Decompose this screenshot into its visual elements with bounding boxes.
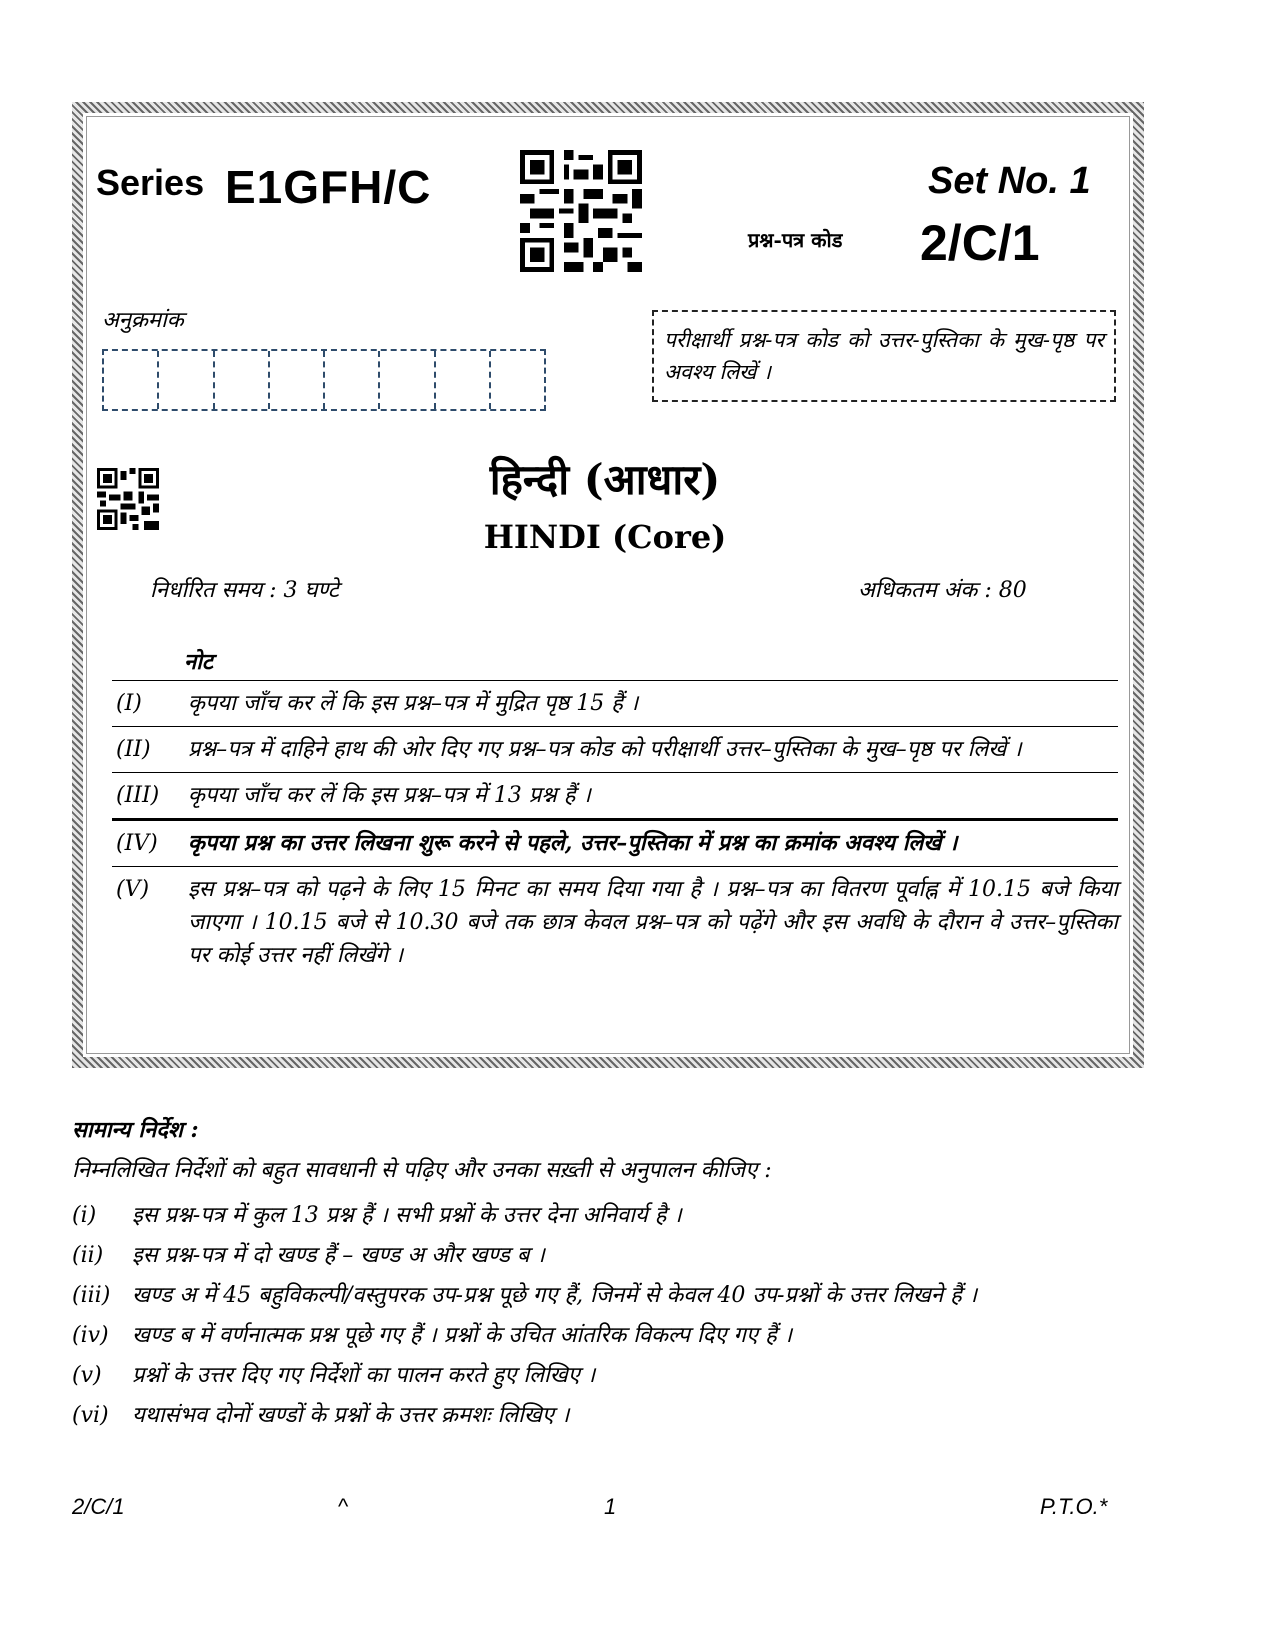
maximum-marks: अधिकतम अंक : 80 [858,578,1027,603]
instruction-number: (i) [72,1203,97,1228]
question-paper-code-label: प्रश्न-पत्र कोड [748,228,843,252]
instruction-text: यथासंभव दोनों खण्डों के प्रश्नों के उत्तर क्रमशः लिखिए । [132,1403,570,1428]
instruction-item [72,1396,1144,1436]
instruction-number: (iv) [72,1323,109,1348]
instruction-item [72,1276,1144,1316]
instruction-number: (vi) [72,1403,109,1428]
note-number: (II) [116,737,151,762]
instruction-number: (ii) [72,1243,104,1268]
note-number: (I) [116,691,142,716]
roll-number-cell[interactable] [104,351,159,409]
instruction-text: इस प्रश्न-पत्र में कुल 13 प्रश्न हैं । सभी प्रश्नों के उत्तर देना अनिवार्य है । [132,1203,682,1228]
instruction-number: (iii) [72,1283,111,1308]
instruction-text: इस प्रश्न-पत्र में दो खण्ड हैं – खण्ड अ और खण्ड ब । [132,1243,545,1268]
roll-number-boxes[interactable] [102,349,546,411]
note-text: प्रश्न–पत्र में दाहिने हाथ की ओर दिए गए प्रश्न–पत्र कोड को परीक्षार्थी उत्तर–पुस्तिका के मुख–पृष्ठ पर लिखें । [188,737,1022,762]
instruction-item [72,1236,1144,1276]
roll-number-cell[interactable] [436,351,491,409]
note-number: (III) [116,783,160,808]
instruction-text: खण्ड अ में 45 बहुविकल्पी/वस्तुपरक उप-प्रश्न पूछे गए हैं, जिनमें से केवल 40 उप-प्रश्नों के उत्तर लिखने हैं । [132,1283,978,1308]
footer-caret: ^ [338,1494,349,1519]
note-text: कृपया जाँच कर लें कि इस प्रश्न–पत्र में मुद्रित पृष्ठ 15 हैं । [188,691,639,716]
roll-number-cell[interactable] [491,351,544,409]
instruction-item [72,1196,1144,1236]
general-instructions-list [72,1196,1144,1436]
subject-title-english: HINDI (Core) [483,518,727,556]
footer-paper-code: 2/C/1 [72,1494,125,1519]
notes-list [112,680,1118,978]
qr-code-icon [520,150,642,272]
general-instructions-heading: सामान्य निर्देश : [72,1117,199,1143]
instruction-item [72,1316,1144,1356]
roll-number-label: अनुक्रमांक [102,308,184,333]
note-number: (IV) [116,831,158,856]
roll-number-cell[interactable] [380,351,435,409]
note-item [112,866,1118,978]
notes-heading: नोट [184,649,213,675]
subject-title-hindi: हिन्दी (आधार) [489,455,721,504]
note-number: (V) [116,877,150,902]
note-item [112,726,1118,772]
note-text: कृपया प्रश्न का उत्तर लिखना शुरू करने से पहले, उत्तर–पुस्तिका में प्रश्न का क्रमांक अवश्य लिखें । [188,830,958,856]
time-allowed: निर्धारित समय : 3 घण्टे [150,578,339,603]
note-text: कृपया जाँच कर लें कि इस प्रश्न–पत्र में 13 प्रश्न हैं । [188,783,591,808]
roll-number-cell[interactable] [270,351,325,409]
series-code: E1GFH/C [225,161,432,213]
set-number: Set No. 1 [928,160,1091,202]
note-item [112,818,1118,866]
footer-pto: P.T.O.* [1040,1494,1108,1519]
roll-number-cell[interactable] [159,351,214,409]
candidate-notice: परीक्षार्थी प्रश्न-पत्र कोड को उत्तर-पुस्तिका के मुख-पृष्ठ पर अवश्य लिखें । [652,310,1116,402]
question-paper-code: 2/C/1 [920,215,1040,271]
instruction-number: (v) [72,1363,102,1388]
instruction-text: खण्ड ब में वर्णनात्मक प्रश्न पूछे गए हैं । प्रश्नों के उचित आंतरिक विकल्प दिए गए हैं । [132,1323,793,1348]
roll-number-cell[interactable] [215,351,270,409]
footer-page-number: 1 [604,1494,617,1519]
series-label: Series [96,162,205,203]
roll-number-cell[interactable] [325,351,380,409]
instruction-text: प्रश्नों के उत्तर दिए गए निर्देशों का पालन करते हुए लिखिए । [132,1363,596,1388]
note-item [112,772,1118,818]
general-instructions-intro: निम्नलिखित निर्देशों को बहुत सावधानी से पढ़िए और उनका सख़्ती से अनुपालन कीजिए : [72,1158,772,1183]
note-text: इस प्रश्न–पत्र को पढ़ने के लिए 15 मिनट का समय दिया गया है । प्रश्न–पत्र का वितरण पूर्वाह्न में 10.15 बजे किया जाएगा । 10.15 बजे से 10.30 बजे तक छात्र केवल प्रश्न–पत्र को पढ़ेंगे और इस अवधि के दौरान वे उत्तर–पुस्तिका पर कोई उत्तर नहीं लिखेंगे । [188,877,1118,968]
instruction-item [72,1356,1144,1396]
note-item [112,680,1118,726]
